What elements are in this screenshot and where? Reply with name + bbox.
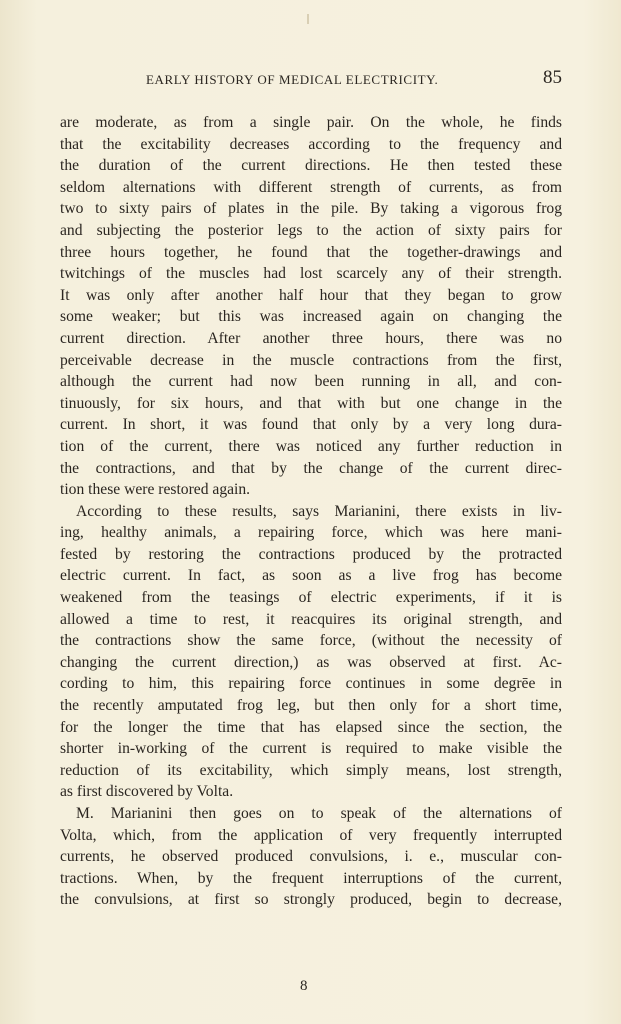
text-line: reduction of its excitability, which simply means, lost strength, — [60, 761, 562, 779]
text-line: although the current had now been running in all, and con- — [60, 373, 562, 391]
text-line: some weaker; but this was increased again on changing the — [60, 308, 562, 326]
text-line: weakened from the teasings of electric experiments, if it is — [60, 589, 562, 607]
text-line: two to sixty pairs of plates in the pile. By taking a vigorous frog — [60, 200, 562, 218]
text-line: the recently amputated frog leg, but then only for a short time, — [60, 697, 562, 715]
text-line: allowed a time to rest, it reacquires its original strength, and — [60, 610, 562, 628]
text-line: seldom alternations with different strength of currents, as from — [60, 178, 562, 196]
running-title: EARLY HISTORY OF MEDICAL ELECTRICITY. — [146, 72, 439, 87]
text-line: tion of the current, there was noticed any further reduction in — [60, 437, 562, 455]
text-line: that the excitability decreases according to the frequency and — [60, 135, 562, 153]
text-line: the contractions show the same force, (without the necessity of — [60, 632, 562, 650]
text-line: the contractions, and that by the change of the current direc- — [60, 459, 562, 477]
page-mark — [307, 14, 309, 24]
page-number: 85 — [543, 67, 562, 88]
text-line: tion these were restored again. — [60, 481, 251, 499]
text-line: tractions. When, by the frequent interruptions of the current, — [60, 869, 562, 887]
text-line: tinuously, for six hours, and that with but one change in the — [60, 394, 562, 412]
text-line: According to these results, says Marianini, there exists in liv- — [76, 502, 562, 520]
text-line: electric current. In fact, as soon as a live frog has become — [60, 567, 562, 585]
text-line: Volta, which, from the application of very frequently interrupted — [60, 826, 562, 844]
text-line: the convulsions, at first so strongly produced, begin to decrease, — [60, 891, 562, 909]
text-line: currents, he observed produced convulsions, i. e., muscular con- — [60, 848, 562, 866]
text-line: perceivable decrease in the muscle contractions from the first, — [60, 351, 562, 369]
text-line: cording to him, this repairing force continues in some degrēe in — [60, 675, 562, 693]
text-line: changing the current direction,) as was observed at first. Ac- — [60, 653, 562, 671]
text-line: the duration of the current directions. He then tested these — [60, 157, 562, 175]
text-line: current. In short, it was found that only by a very long dura- — [60, 416, 562, 434]
text-line: current direction. After another three hours, there was no — [60, 329, 562, 347]
text-line: as first discovered by Volta. — [60, 783, 234, 801]
text-line: three hours together, he found that the together-drawings and — [60, 243, 562, 261]
text-line: twitchings of the muscles had lost scarcely any of their strength. — [60, 265, 562, 283]
signature-mark: 8 — [300, 978, 308, 994]
text-line: It was only after another half hour that they began to grow — [60, 286, 562, 304]
text-line: for the longer the time that has elapsed since the section, the — [60, 718, 562, 736]
body-text — [60, 112, 562, 911]
running-header — [146, 67, 562, 94]
text-line: M. Marianini then goes on to speak of the alternations of — [76, 805, 562, 822]
text-line: fested by restoring the contractions produced by the protracted — [60, 545, 562, 563]
text-line: shorter in-working of the current is required to make visible the — [60, 740, 562, 758]
text-line: and subjecting the posterior legs to the action of sixty pairs for — [60, 221, 562, 239]
text-line: ing, healthy animals, a repairing force, which was here mani- — [60, 524, 562, 542]
text-line: are moderate, as from a single pair. On the whole, he finds — [60, 114, 562, 131]
